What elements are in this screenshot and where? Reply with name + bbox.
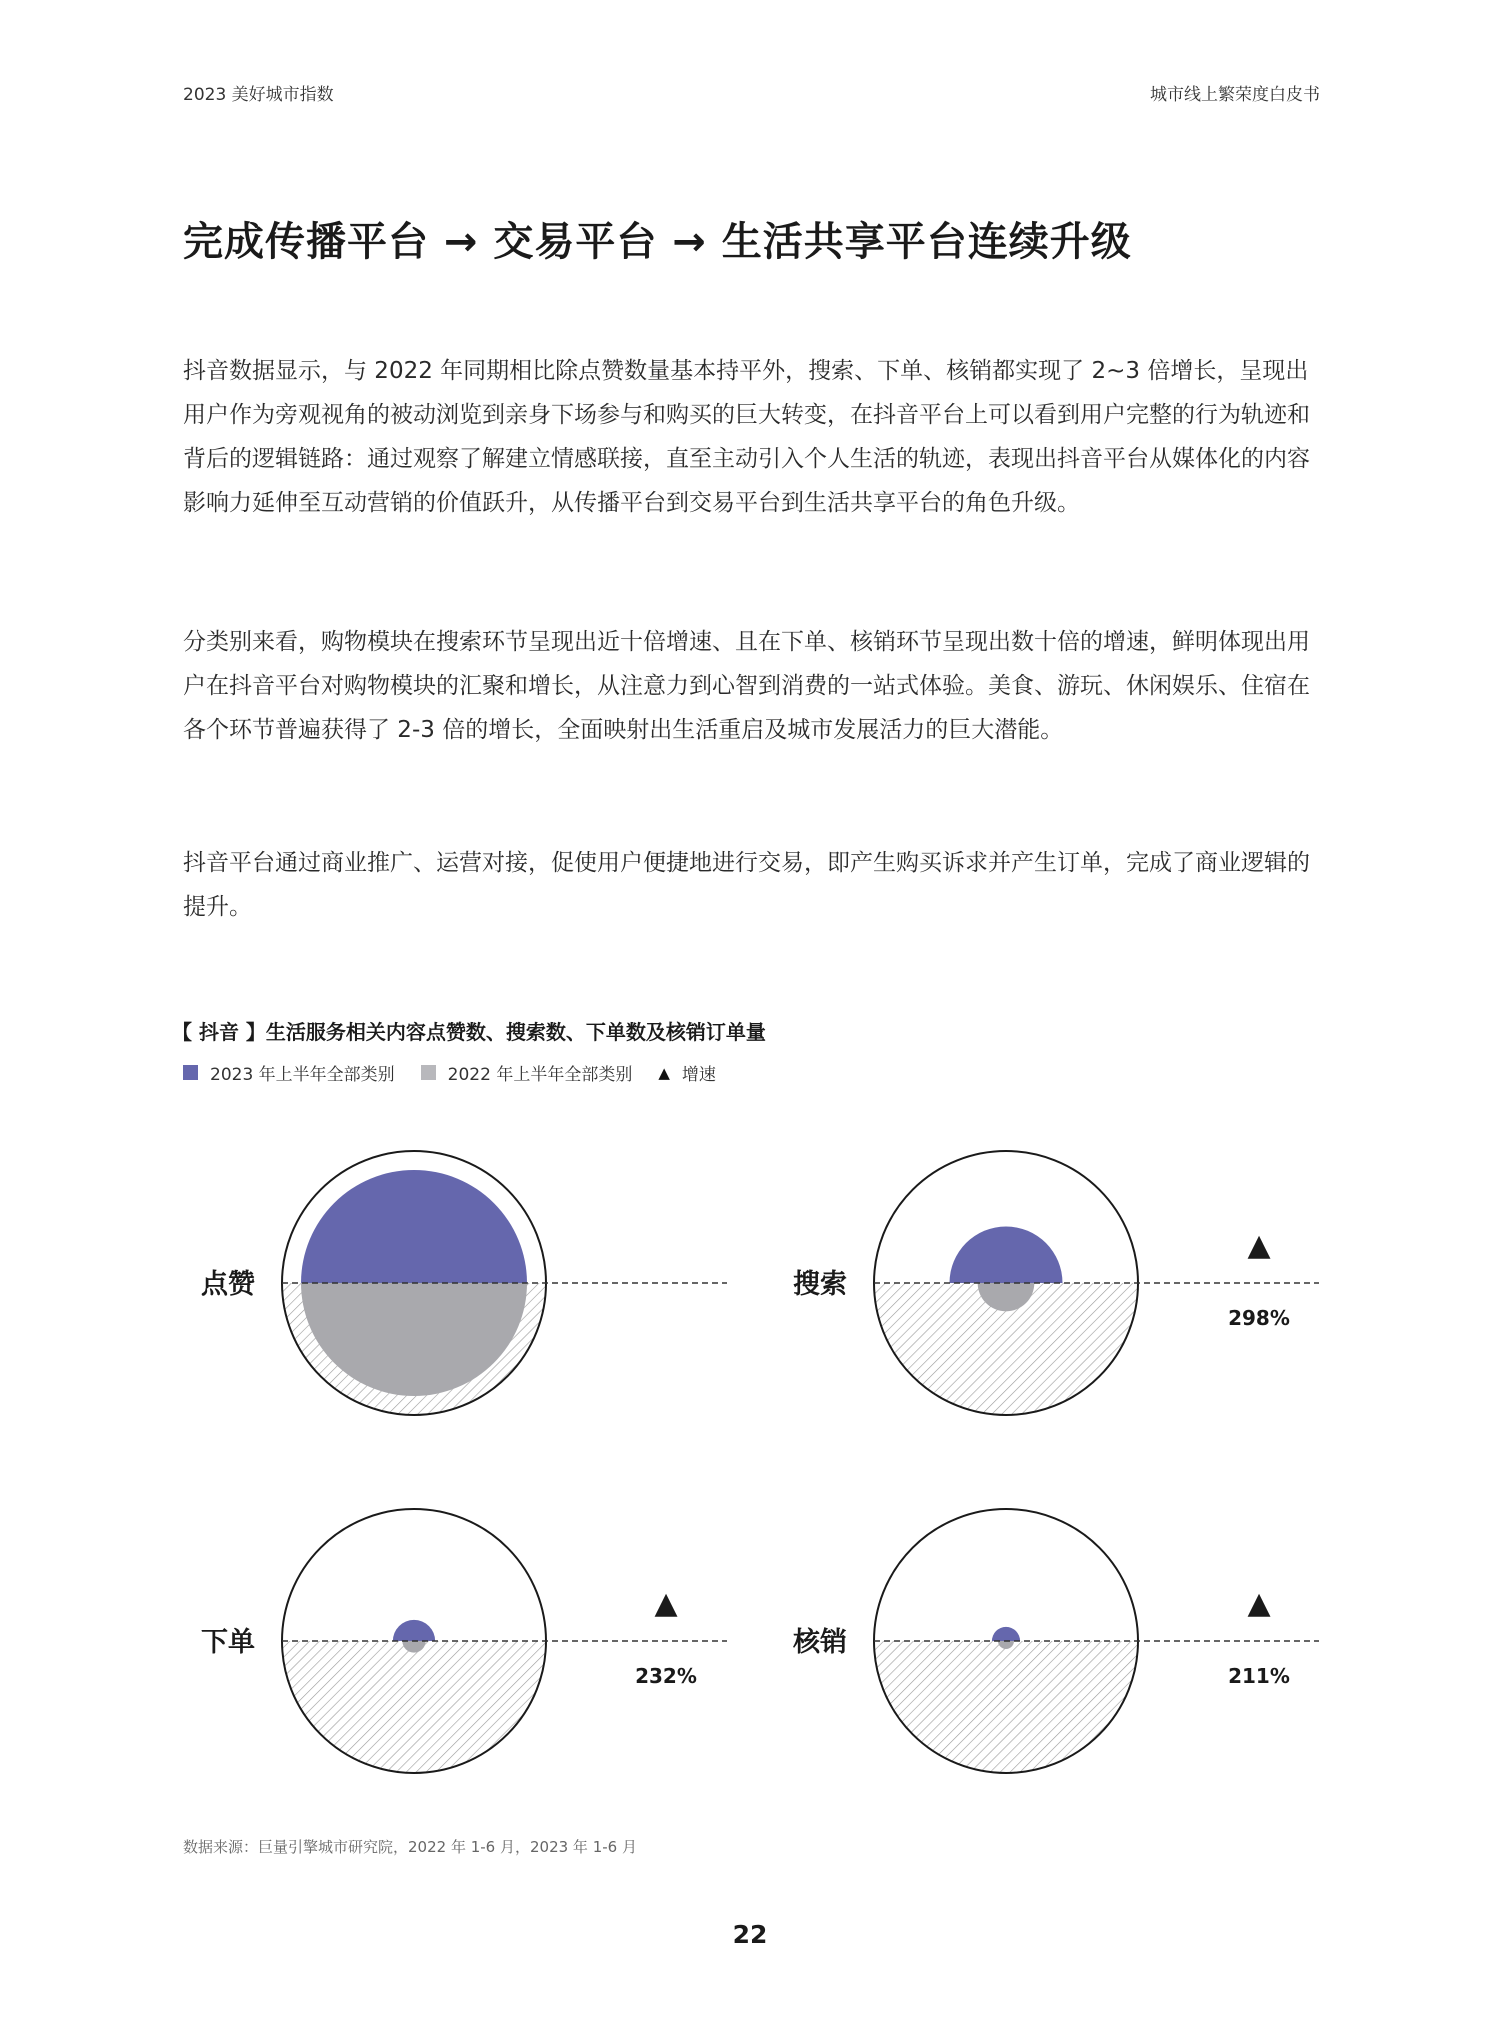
category-label: 点赞: [201, 1269, 255, 1300]
header-left: 2023 美好城市指数: [183, 85, 334, 105]
category-label: 核销: [793, 1627, 847, 1658]
mark-2023-下单: [393, 1620, 435, 1641]
chart-panel: [793, 1509, 1319, 1773]
hatched-lower-half: [282, 1641, 546, 1773]
paragraph-1: 抖音数据显示，与 2022 年同期相比除点赞数量基本持平外，搜索、下单、核销都实现了 2~3 倍增长，呈现出用户作为旁观视角的被动浏览到亲身下场参与和购买的巨大转变，在抖音平台上可以看到用户完整的行为轨迹和背后的逻辑链路：通过观察了解建立情感联接，直至主动引入个人生活的轨迹，表现出抖音平台从媒体化的内容影响力延伸至互动营销的价值跃升，从传播平台到交易平台到生活共享平台的角色升级。: [183, 358, 1310, 516]
mark-2023-核销: [992, 1627, 1020, 1641]
growth-value: 298%: [1228, 1306, 1290, 1330]
growth-value: 211%: [1228, 1664, 1290, 1688]
page-title: 完成传播平台 → 交易平台 → 生活共享平台连续升级: [183, 219, 1132, 265]
legend-swatch-2023: [183, 1065, 198, 1080]
paragraph-3: 抖音平台通过商业推广、运营对接，促使用户便捷地进行交易，即产生购买诉求并产生订单，完成了商业逻辑的提升。: [183, 850, 1310, 920]
proportional-circle-chart: [0, 1140, 1500, 1820]
paragraph-2: 分类别来看，购物模块在搜索环节呈现出近十倍增速、且在下单、核销环节呈现出数十倍的增速，鲜明体现出用户在抖音平台对购物模块的汇聚和增长，从注意力到心智到消费的一站式体验。美食、游玩、休闲娱乐、住宿在各个环节普遍获得了 2-3 倍的增长，全面映射出生活重启及城市发展活力的巨大潜能。: [183, 629, 1310, 743]
legend-label-2022: 2022 年上半年全部类别: [447, 1065, 633, 1085]
growth-triangle-icon: ▲: [654, 1586, 678, 1621]
header-right: 城市线上繁荣度白皮书: [1150, 85, 1320, 105]
data-source-note: 数据来源：巨量引擎城市研究院，2022 年 1-6 月，2023 年 1-6 月: [183, 1838, 637, 1856]
legend-label-growth: 增速: [681, 1065, 716, 1085]
category-label: 下单: [201, 1627, 255, 1658]
legend-swatch-2022: [421, 1065, 436, 1080]
growth-value: 232%: [635, 1664, 697, 1688]
chart-title: 【 抖音 】生活服务相关内容点赞数、搜索数、下单数及核销订单量: [172, 1020, 766, 1044]
chart-panel: [201, 1509, 727, 1773]
chart-legend: [183, 1060, 742, 1085]
mark-2023-搜索: [950, 1227, 1063, 1284]
legend-item-growth: [658, 1060, 716, 1085]
mark-2023-点赞: [301, 1170, 527, 1283]
legend-item-2023: [183, 1060, 395, 1085]
growth-triangle-icon: ▲: [1247, 1586, 1271, 1621]
chart-panel: [201, 1151, 727, 1415]
growth-triangle-icon: ▲: [1247, 1228, 1271, 1263]
legend-item-2022: [421, 1060, 633, 1085]
chart-panel: [793, 1151, 1319, 1415]
page-number: 22: [732, 1920, 768, 1949]
hatched-lower-half: [874, 1641, 1138, 1773]
legend-label-2023: 2023 年上半年全部类别: [210, 1065, 395, 1085]
category-label: 搜索: [793, 1269, 847, 1300]
growth-triangle-icon: ▲: [658, 1063, 670, 1082]
